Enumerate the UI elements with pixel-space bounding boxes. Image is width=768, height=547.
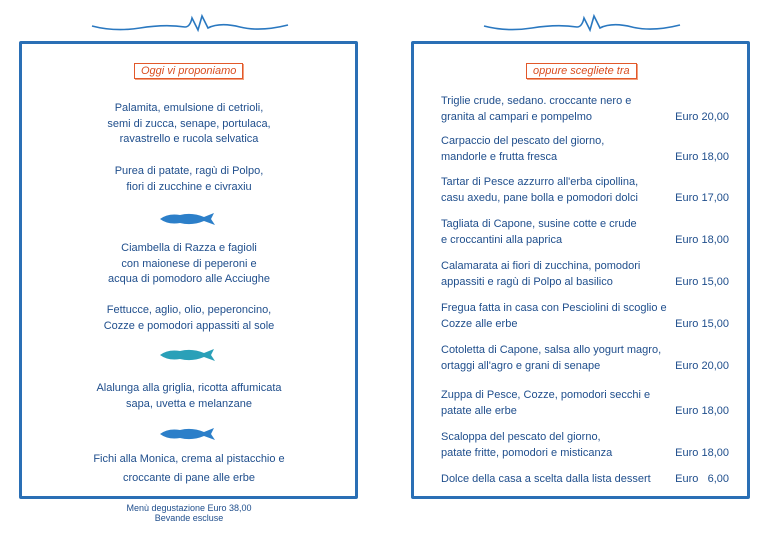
fish-icon [158,211,216,227]
dish-2: Purea di patate, ragù di Polpo, fiori di zucchine e civraxiu [114,165,264,193]
dish-3: Ciambella di Razza e fagioli con maionese di peperoni e acqua di pomodoro alle Acciughe [107,242,271,285]
dish-5: Alalunga alla griglia, ricotta affumicata sapa, uvetta e melanzane [96,382,282,410]
fish-icon [158,347,216,363]
menu-item: Tagliata di Capone, susine cotte e crude e croccantini alla paprica Euro 18,00 [441,218,729,246]
menu-item-price: Euro 18,00 [675,405,729,417]
dish-6: Fichi alla Monica, crema al pistacchio e [93,453,285,465]
menu-item-price: Euro 20,00 [675,360,729,372]
dish-7: croccante di pane alle erbe [122,472,256,484]
menu-item-price: Euro 6,00 [675,473,729,485]
left-card-header: Oggi vi proponiamo [134,63,243,79]
menu-item-price: Euro 18,00 [675,151,729,163]
menu-item: Dolce della casa a scelta dalla lista dessert Euro 6,00 [441,473,729,485]
dish-1: Palamita, emulsione di cetrioli, semi di zucca, senape, portulaca, ravastrello e rucola selvatica [107,102,271,145]
menu-item-price: Euro 18,00 [675,234,729,246]
menu-item: Calamarata ai fiori di zucchina, pomodori appassiti e ragù di Polpo al basilico Euro 15,00 [441,260,729,288]
tasting-menu-note: Menù degustazione Euro 38,00 Bevande escluse [126,503,252,523]
menu-item: Tartar di Pesce azzurro all'erba cipollina, casu axedu, pane bolla e pomodori dolci Euro 17,00 [441,176,729,204]
dish-4: Fettucce, aglio, olio, peperoncino, Cozze e pomodori appassiti al sole [103,304,275,332]
menu-item: Cotoletta di Capone, salsa allo yogurt magro, ortaggi all'agro e grani di senape Euro 20,00 [441,344,729,372]
fish-icon [158,426,216,442]
menu-item: Fregua fatta in casa con Pesciolini di scoglio e Cozze alle erbe Euro 15,00 [441,302,729,330]
menu-item: Scaloppa del pescato del giorno, patate fritte, pomodori e misticanza Euro 18,00 [441,431,729,459]
menu-item-price: Euro 15,00 [675,276,729,288]
menu-item-price: Euro 15,00 [675,318,729,330]
menu-item-price: Euro 20,00 [675,111,729,123]
menu-item: Carpaccio del pescato del giorno, mandorle e frutta fresca Euro 18,00 [441,135,729,163]
right-wave-ornament [482,8,682,34]
menu-item: Triglie crude, sedano. croccante nero e granita al campari e pompelmo Euro 20,00 [441,95,729,123]
right-card-header: oppure scegliete tra [526,63,637,79]
menu-item-price: Euro 18,00 [675,447,729,459]
menu-item: Zuppa di Pesce, Cozze, pomodori secchi e patate alle erbe Euro 18,00 [441,389,729,417]
left-wave-ornament [90,8,290,34]
menu-item-price: Euro 17,00 [675,192,729,204]
